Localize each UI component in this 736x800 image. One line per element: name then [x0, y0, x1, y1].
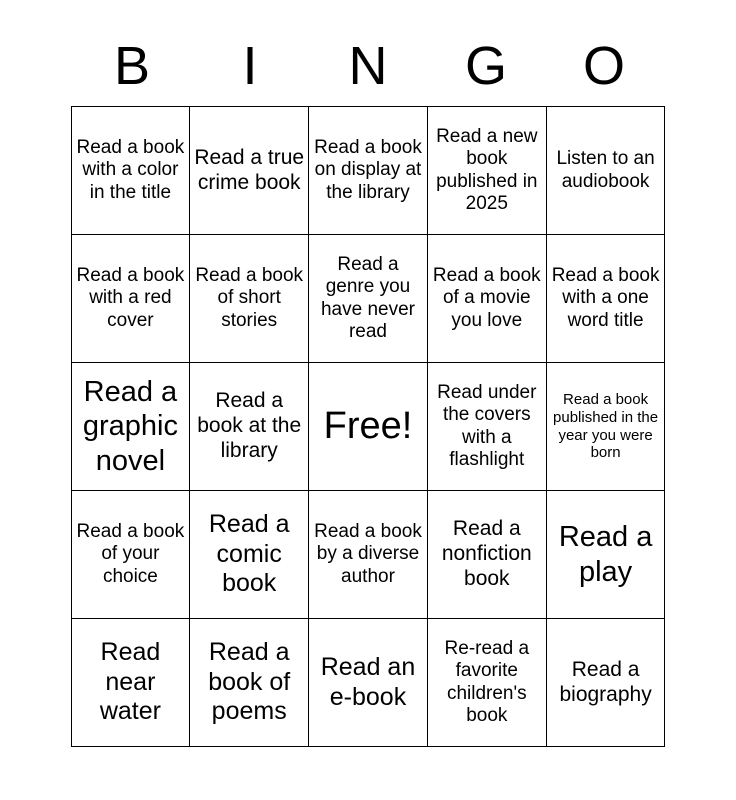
bingo-cell[interactable]: Read a biography	[546, 619, 665, 747]
bingo-row	[71, 235, 665, 363]
bingo-cell[interactable]: Read a book with a red cover	[71, 235, 190, 363]
bingo-row	[71, 363, 665, 491]
bingo-cell[interactable]: Read a nonfiction book	[427, 491, 546, 619]
header-letter-n: N	[348, 36, 388, 96]
bingo-cell[interactable]: Read a book of a movie you love	[427, 235, 546, 363]
bingo-cell[interactable]: Read a play	[546, 491, 665, 619]
bingo-cell[interactable]: Read a true crime book	[190, 107, 309, 235]
bingo-cell[interactable]: Listen to an audiobook	[546, 107, 665, 235]
bingo-cell[interactable]: Read an e-book	[309, 619, 428, 747]
bingo-cell[interactable]: Read a book of your choice	[71, 491, 190, 619]
bingo-cell[interactable]: Read a new book published in 2025	[427, 107, 546, 235]
bingo-cell[interactable]: Read a book of poems	[190, 619, 309, 747]
bingo-cell[interactable]: Re-read a favorite children's book	[427, 619, 546, 747]
bingo-cell[interactable]: Read a book by a diverse author	[309, 491, 428, 619]
bingo-row	[71, 619, 665, 747]
header-letter-b: B	[113, 36, 151, 96]
bingo-grid	[71, 106, 666, 747]
bingo-cell[interactable]: Read a book of short stories	[190, 235, 309, 363]
header-letter-g: G	[464, 36, 507, 96]
bingo-cell[interactable]: Read a graphic novel	[71, 363, 190, 491]
header-letter-o: O	[582, 36, 625, 96]
bingo-cell[interactable]: Read a genre you have never read	[309, 235, 428, 363]
bingo-header	[73, 0, 663, 98]
bingo-cell[interactable]: Read a book with a one word title	[546, 235, 665, 363]
bingo-row	[71, 107, 665, 235]
bingo-row	[71, 491, 665, 619]
bingo-cell[interactable]: Read a comic book	[190, 491, 309, 619]
bingo-cell[interactable]: Read a book published in the year you were born	[546, 363, 665, 491]
bingo-cell[interactable]: Read a book at the library	[190, 363, 309, 491]
bingo-cell[interactable]: Read a book on display at the library	[309, 107, 428, 235]
bingo-cell[interactable]: Read near water	[71, 619, 190, 747]
header-letter-i: I	[242, 36, 258, 96]
bingo-cell[interactable]: Read under the covers with a flashlight	[427, 363, 546, 491]
bingo-cell[interactable]: Read a book with a color in the title	[71, 107, 190, 235]
bingo-cell-free[interactable]: Free!	[309, 363, 428, 491]
